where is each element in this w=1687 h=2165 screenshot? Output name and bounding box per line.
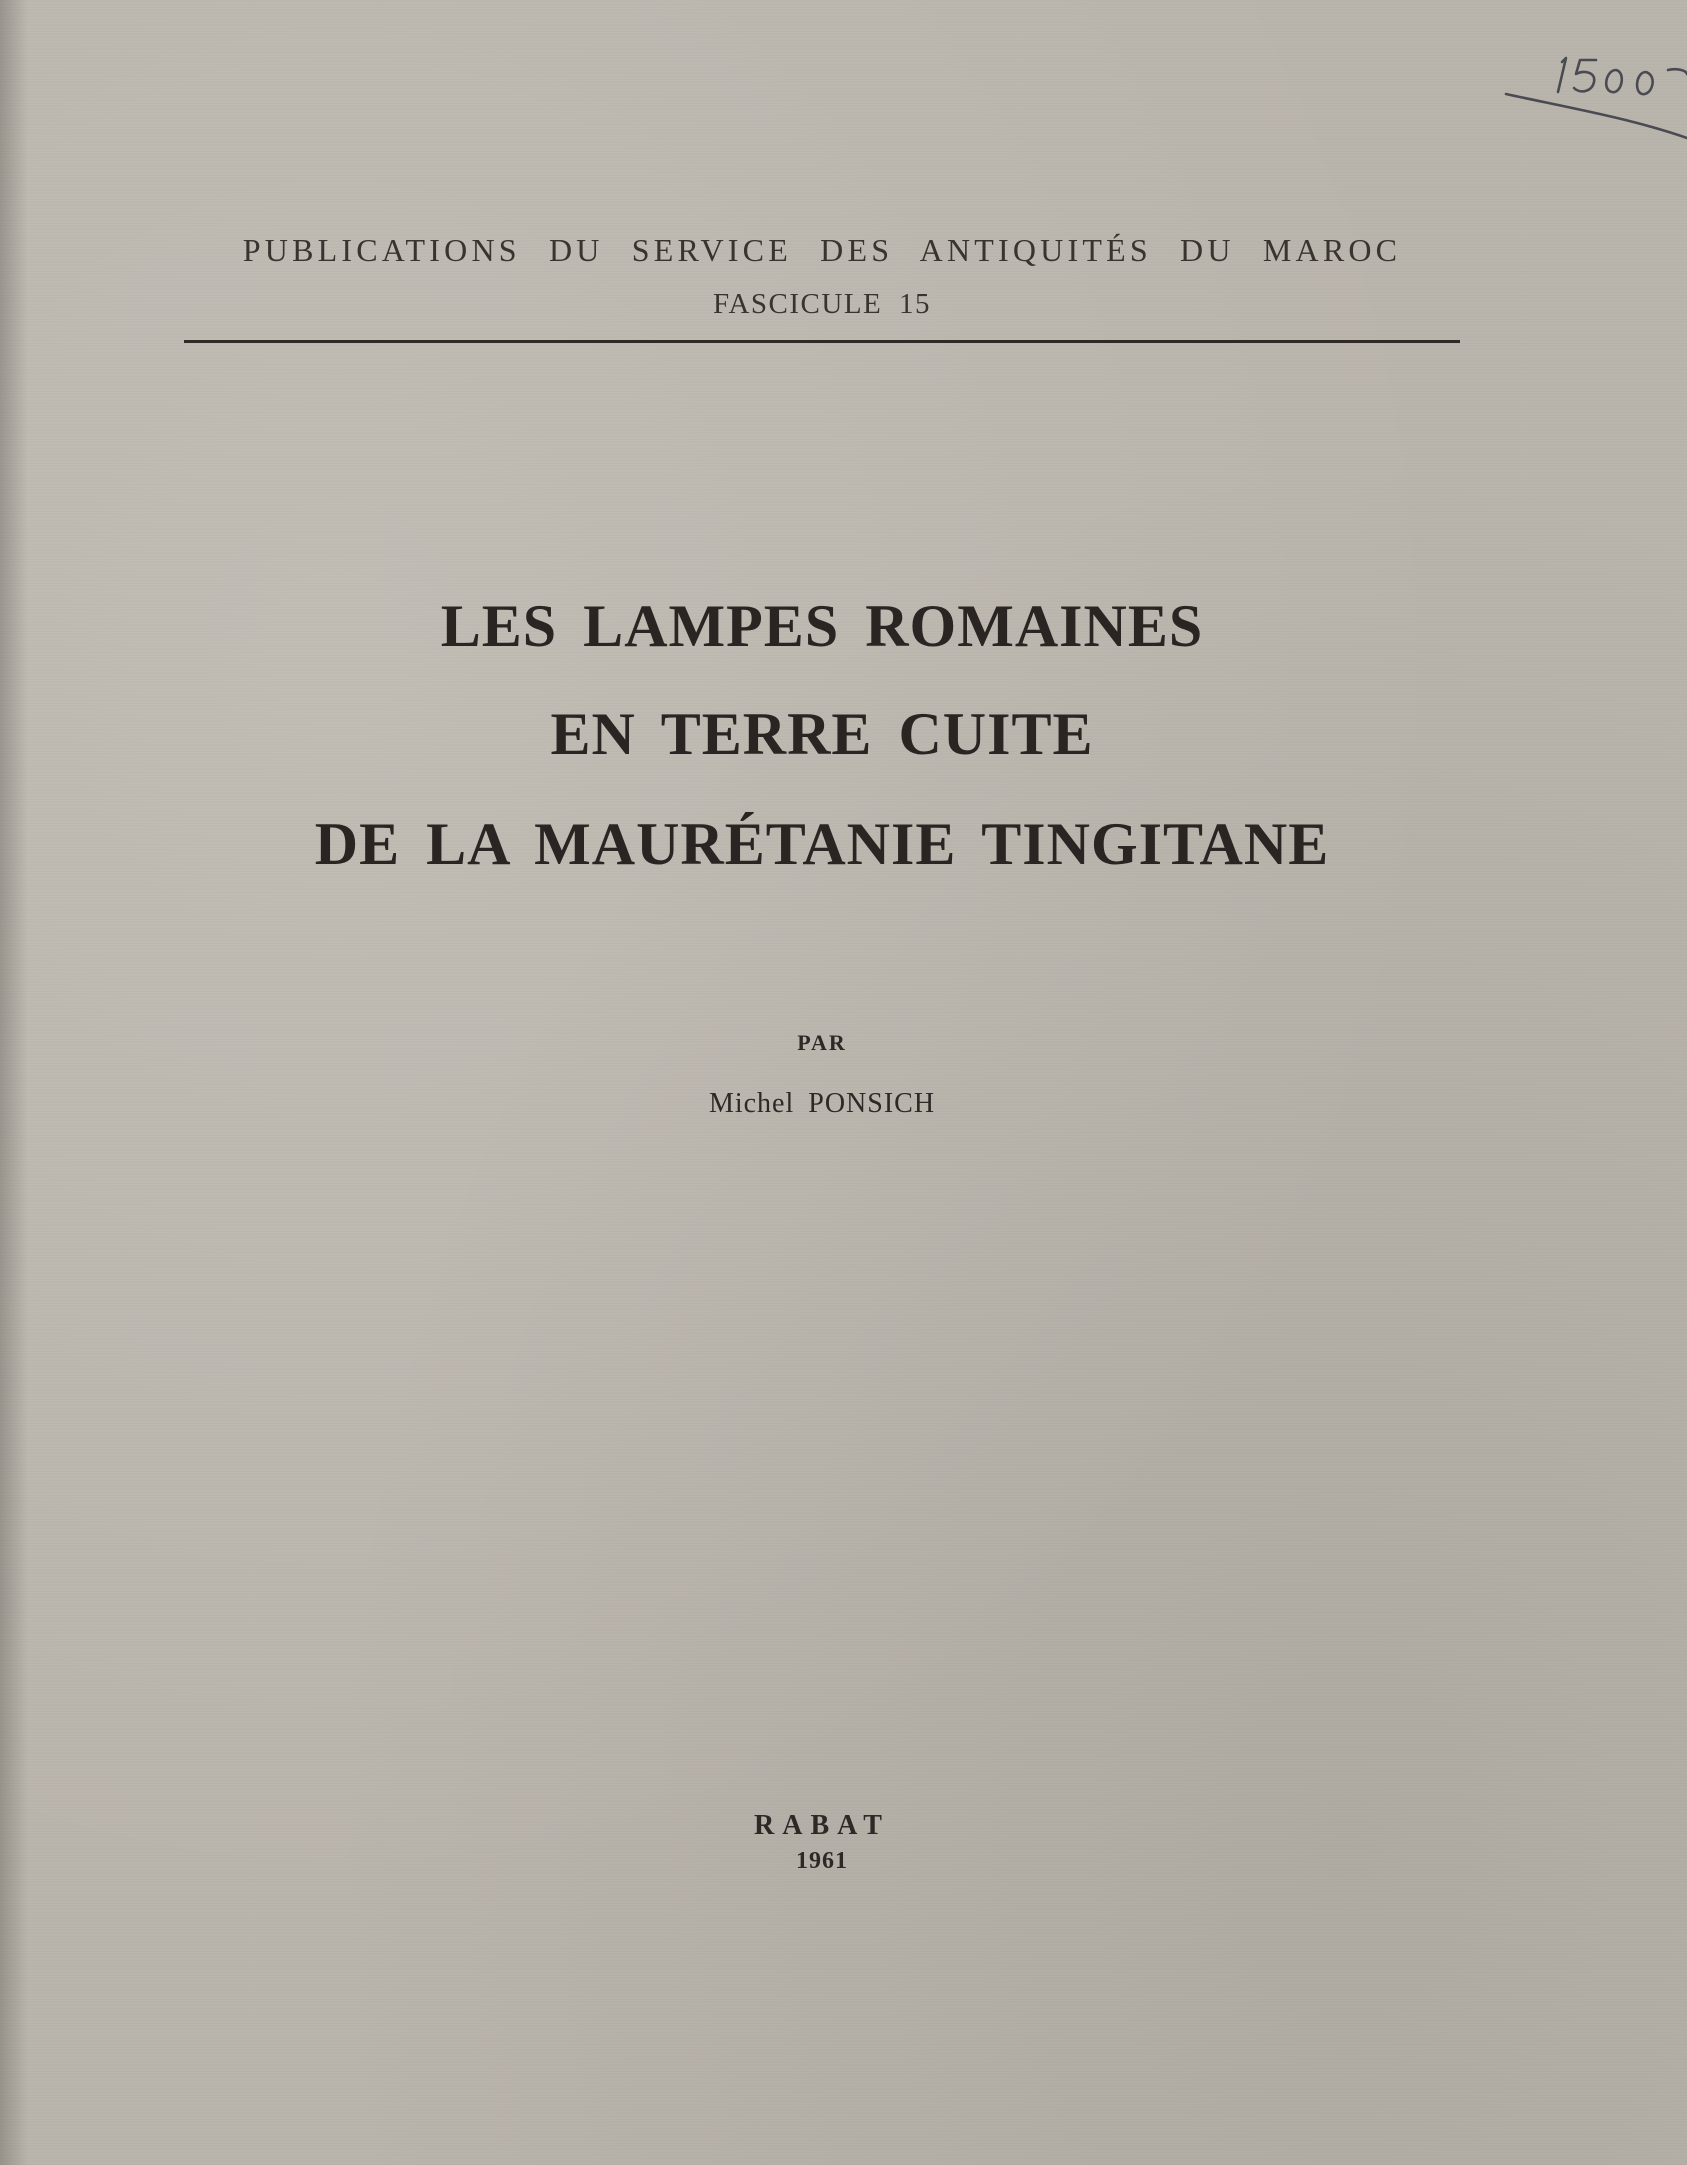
fascicule-number: FASCICULE 15	[712, 288, 931, 320]
imprint-year: 1961	[796, 1848, 848, 1874]
series-heading: PUBLICATIONS DU SERVICE DES ANTIQUITÉS DU MAROC	[242, 232, 1402, 268]
byline-par: PAR	[797, 1030, 847, 1055]
title-line-3: DE LA MAURÉTANIE TINGITANE	[314, 811, 1330, 877]
imprint-place: RABAT	[754, 1810, 890, 1841]
title-line-2: EN TERRE CUITE	[550, 701, 1094, 767]
author-name: Michel PONSICH	[708, 1088, 936, 1119]
pencil-annotation	[1500, 40, 1687, 150]
binding-shadow	[0, 0, 28, 2165]
header-rule	[184, 340, 1460, 343]
title-line-1: LES LAMPES ROMAINES	[440, 593, 1204, 659]
